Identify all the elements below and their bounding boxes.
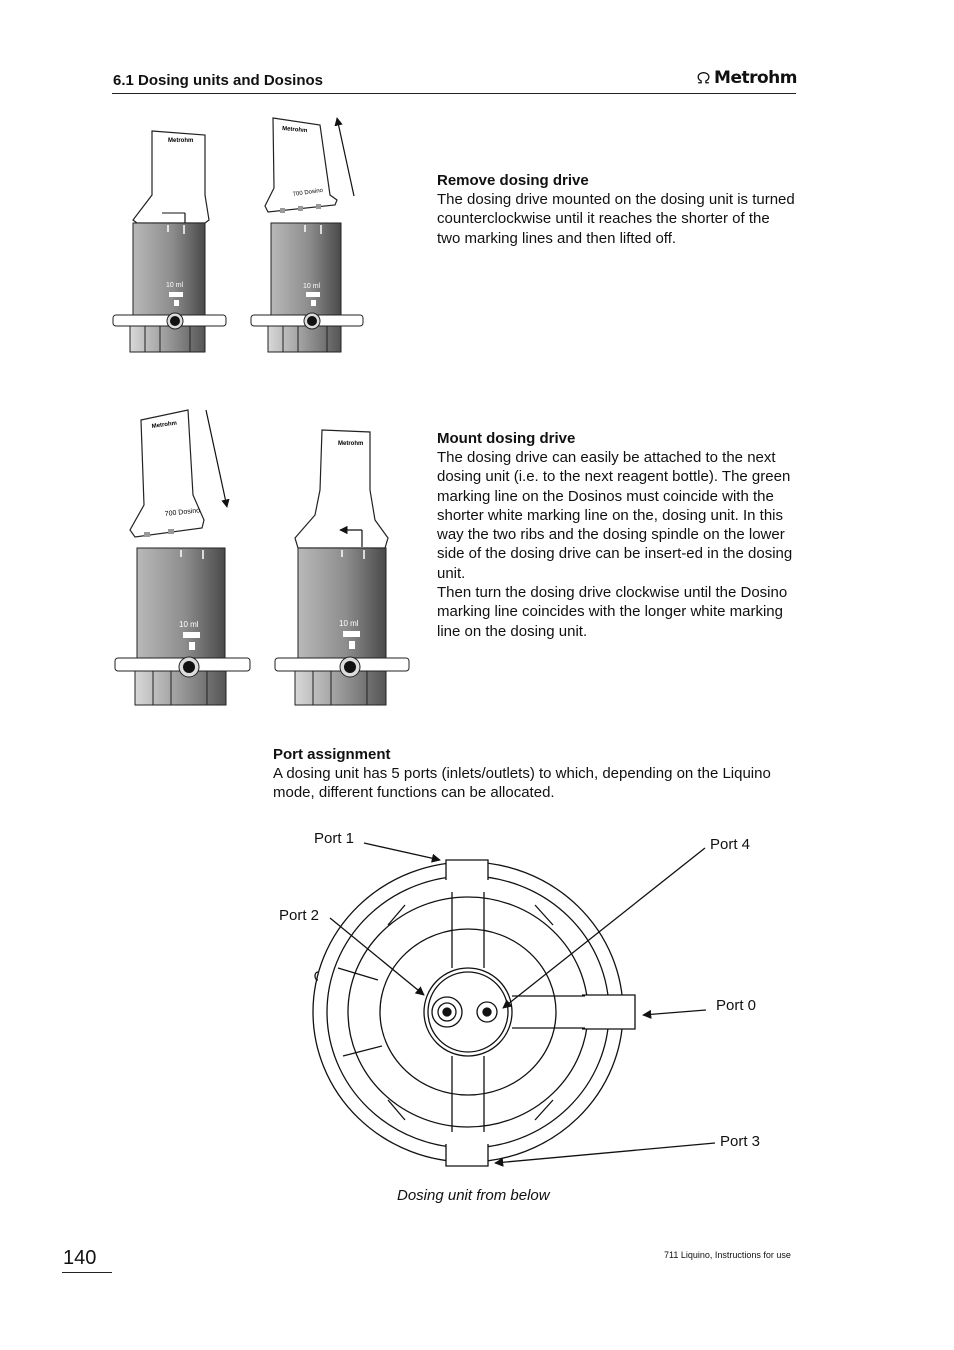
- brand-mark: Metrohm: [338, 441, 364, 447]
- footer-doc-title: 711 Liquino, Instructions for use: [664, 1250, 791, 1260]
- section-title: 6.1 Dosing units and Dosinos: [113, 72, 324, 89]
- brand-mark: Metrohm: [168, 138, 194, 144]
- volume-label: 10 ml: [179, 620, 199, 629]
- port-1-label: Port 1: [314, 830, 355, 847]
- port-4-label: Port 4: [710, 836, 751, 853]
- port-diagram: [313, 860, 635, 1166]
- ports-body: A dosing unit has 5 ports (inlets/outlets) to which, depending on the Liquino mode, different functions can be allocated.: [273, 765, 771, 802]
- figure-caption: Dosing unit from below: [397, 1187, 550, 1204]
- dosing-unit-drive-lifted: [251, 118, 363, 352]
- dosing-unit-drive-turn: [275, 430, 409, 705]
- mount-body: The dosing drive can easily be attached to the next dosing unit (i.e. to the next reagent bottle). The green marking line on the Dosinos must coincide with the shorter white marking line on the, dosing unit. In this way the two ribs and the dosing spindle on the lower side of the dosing drive can be insert-ed in the dosing unit. Then turn the dosing drive clockwise until the Dosino marking line coincides with the longer white marking line on the dosing unit.: [437, 449, 793, 640]
- page-number: 140: [63, 1247, 97, 1269]
- volume-label: 10 ml: [303, 283, 321, 290]
- remove-section: [437, 171, 797, 248]
- brand-mark: Metrohm: [151, 420, 178, 430]
- port-3-label: Port 3: [720, 1133, 761, 1150]
- ports-section: [273, 745, 803, 803]
- ports-heading: Port assignment: [273, 746, 391, 763]
- remove-heading: Remove dosing drive: [437, 172, 589, 189]
- mount-heading: Mount dosing drive: [437, 430, 576, 447]
- port-2-label: Port 2: [279, 907, 320, 924]
- dosing-unit-drive-lowering: [115, 410, 250, 705]
- mount-section: [437, 429, 797, 641]
- page-number-rule: [62, 1272, 112, 1273]
- drive-label: 700 Dosino: [164, 507, 201, 518]
- drive-label: 700 Dosino: [292, 187, 324, 198]
- logo-text: Metrohm: [714, 68, 797, 88]
- volume-label: 10 ml: [166, 282, 184, 289]
- volume-label: 10 ml: [339, 619, 359, 628]
- dosing-unit-drive-mounted: [113, 131, 226, 352]
- remove-body: The dosing drive mounted on the dosing unit is turned counterclockwise until it reaches the shorter of the two marking lines and then lifted off.: [437, 191, 795, 247]
- brand-mark: Metrohm: [281, 126, 308, 135]
- port-0-label: Port 0: [716, 997, 757, 1014]
